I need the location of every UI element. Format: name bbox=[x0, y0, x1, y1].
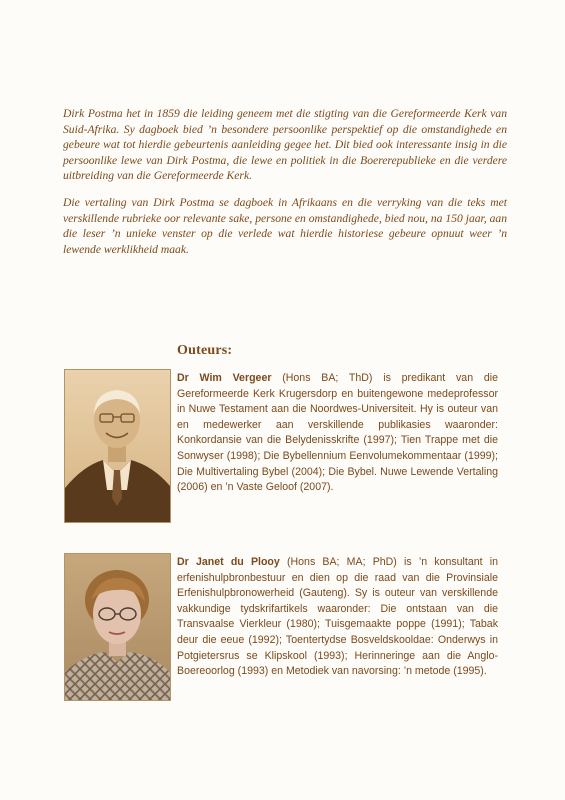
author-bio-janet-du-plooy bbox=[177, 555, 498, 680]
author-name: Dr Wim Vergeer bbox=[177, 372, 272, 384]
author-photo-janet-du-plooy bbox=[64, 553, 171, 701]
authors-heading: Outeurs: bbox=[177, 343, 233, 358]
portrait-man-image bbox=[65, 370, 170, 522]
author-name: Dr Janet du Plooy bbox=[177, 556, 280, 568]
introduction bbox=[63, 106, 507, 268]
intro-paragraph-2: Die vertaling van Dirk Postma se dagboek in Afrikaans en die verryking van die teks met verskillende rubrieke oor relevante sake, persone en omstandighede, bied nou, na 150 jaar, aan die leser ’n unieke venster op die verlede wat hierdie historiese gebeure opnuut weer ’n lewende werklikheid maak. bbox=[63, 195, 507, 256]
portrait-woman-image bbox=[65, 554, 170, 700]
author-photo-wim-vergeer bbox=[64, 369, 171, 523]
author-bio-text: (Hons BA; MA; PhD) is ’n konsultant in erfenishulpbronbestuur en dien op die raad van die Provinsiale Erfenishulpbronowerheid (Gauteng). Sy is outeur van verskillende vakkundige tydskrifartikels waaronder: Die ontstaan van die Transvaalse Vierkleur (1980); Tuisgemaakte poppe (1991); Tabak deur die eeue (1992); Toentertydse Bosveldskooldae: Onderwys in Potgietersrus se Klipskool (1993); Herinneringe aan die Anglo-Boereoorlog (1993) en Metodiek van navorsing: ’n metode (1995). bbox=[177, 556, 499, 678]
author-bio-text: (Hons BA; ThD) is predikant van die Gereformeerde Kerk Krugersdorp en buitengewone medeprofessor in Nuwe Testament aan die Noordwes-Universiteit. Hy is outeur van en medewerker aan verskillende publikasies waaronder: Konkordansie van die Belydenisskrifte (1997); Tien Trappe met die Sonwyser (1998); Die Bybellennium Eenvolumekommentaar (1999); Die Multivertaling Bybel (2004); Die Bybel. Nuwe Lewende Vertaling (2006) en ’n Vaste Geloof (2007). bbox=[177, 372, 498, 494]
author-bio-wim-vergeer bbox=[177, 371, 498, 496]
intro-paragraph-1: Dirk Postma het in 1859 die leiding geneem met die stigting van die Gereformeerde Kerk van Suid-Afrika. Sy dagboek bied ’n besondere persoonlike perspektief op die omstandighede en gebeure wat tot hierdie gebeurtenis aanleiding gegee het. Dit bied ook interessante insig in die persoonlike lewe van Dirk Postma, die lewe en politiek in die Boererepublieke en die verdere uitbreiding van die Gereformeerde Kerk. bbox=[63, 107, 507, 183]
